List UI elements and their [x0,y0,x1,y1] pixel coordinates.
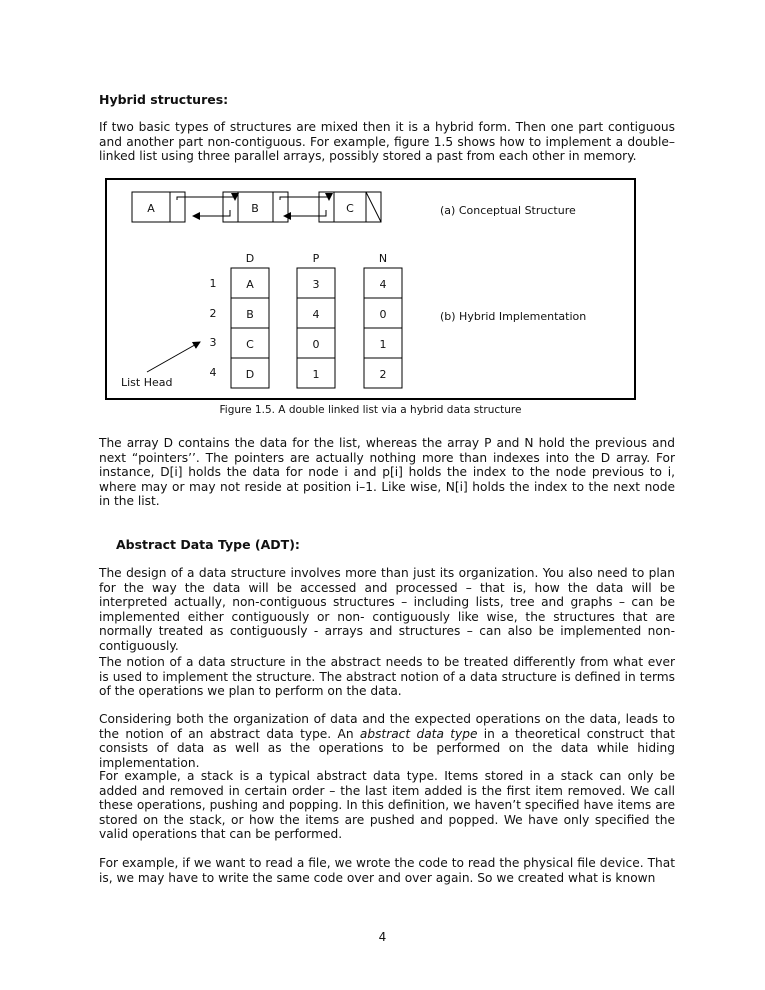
row-index-4: 4 [209,366,217,379]
paragraph-stack-example: For example, a stack is a typical abstract data type. Items stored in a stack can only be added and removed in certain order – the last item added is the first item removed. We call these operations, pushing and popping. In this definition, we haven’t specified have items are stored on the stack, or how the items are pushed and popped. We have only specified the valid operations that can be performed. [99,769,675,842]
page-number: 4 [378,930,387,944]
conceptual-node-b-label: B [251,202,259,215]
array-n-cell: 2 [379,368,387,381]
array-header-d: D [245,252,255,265]
abstract-data-type-term: abstract data type [359,726,478,741]
array-n-cell: 0 [379,308,387,321]
section-heading-hybrid: Hybrid structures: [99,92,229,107]
paragraph-array-explanation: The array D contains the data for the list, whereas the array P and N hold the previous and next “pointers’’. The pointers are actually nothing more than indexes into the D array. For instance, D[i] holds the data for node i and p[i] holds the index to the node previous to i, where may or may not reside at position i–1. Like wise, N[i] holds the index to the next node in the list. [99,436,675,509]
array-d-cell: A [246,278,254,291]
hybrid-structure-diagram [107,180,634,398]
paragraph-hybrid-intro: If two basic types of structures are mixed then it is a hybrid form. Then one part contiguous and another part non-contiguous. For example, figure 1.5 shows how to implement a double–linked list using three parallel arrays, possibly stored a past from each other in memory. [99,120,675,164]
conceptual-node-c-label: C [346,202,354,215]
paragraph-file-example: For example, if we want to read a file, we wrote the code to read the physical file device. That is, we may have to write the same code over and over again. So we created what is known [99,856,675,885]
paragraph-adt-design: The design of a data structure involves more than just its organization. You also need to plan for the way the data will be accessed and processed – that is, how the data will be interpreted actually, non-contiguous structures – including lists, tree and graphs – can be implemented either contiguously or non- contiguously like wise, the structures that are normally treated as contiguously - arrays and structures – can also be implemented non-contiguously. [99,566,675,653]
array-p [297,268,335,388]
array-n-cell: 4 [379,278,387,291]
array-p-cell: 4 [312,308,320,321]
figure-1-5 [105,178,636,400]
array-n-cell: 1 [379,338,387,351]
array-p-cell: 0 [312,338,320,351]
array-d-cell: D [245,368,255,381]
array-n [364,268,402,388]
paragraph-adt-notion: The notion of a data structure in the abstract needs to be treated differently from what ever is used to implement the structure. The abstract notion of a data structure is defined in terms of the operations we plan to perform on the data. [99,655,675,699]
paragraph-adt-definition [99,712,675,770]
array-d-cell: B [246,308,254,321]
list-head-label: List Head [121,376,173,389]
row-index-1: 1 [209,277,217,290]
array-header-p: P [312,252,320,265]
hybrid-implementation-label: (b) Hybrid Implementation [440,310,587,323]
list-head-arrow [147,342,200,372]
section-heading-adt: Abstract Data Type (ADT): [116,537,300,552]
conceptual-structure-label: (a) Conceptual Structure [440,204,576,217]
array-d-cell: C [246,338,254,351]
array-p-cell: 1 [312,368,320,381]
figure-caption: Figure 1.5. A double linked list via a hybrid data structure [219,404,522,416]
array-p-cell: 3 [312,278,320,291]
array-d [231,268,269,388]
row-index-3: 3 [209,336,217,349]
conceptual-node-a-label: A [147,202,155,215]
paragraph-adt-definition-part1: Considering both the organization of data and the expected operations on the data, leads to the notion of an abstract data type. An [99,712,675,741]
paragraph-adt-definition-part2: in a theoretical construct that consists of data as well as the operations to be performed on the data while hiding implementation. [99,726,675,770]
array-header-n: N [378,252,388,265]
row-index-2: 2 [209,307,217,320]
